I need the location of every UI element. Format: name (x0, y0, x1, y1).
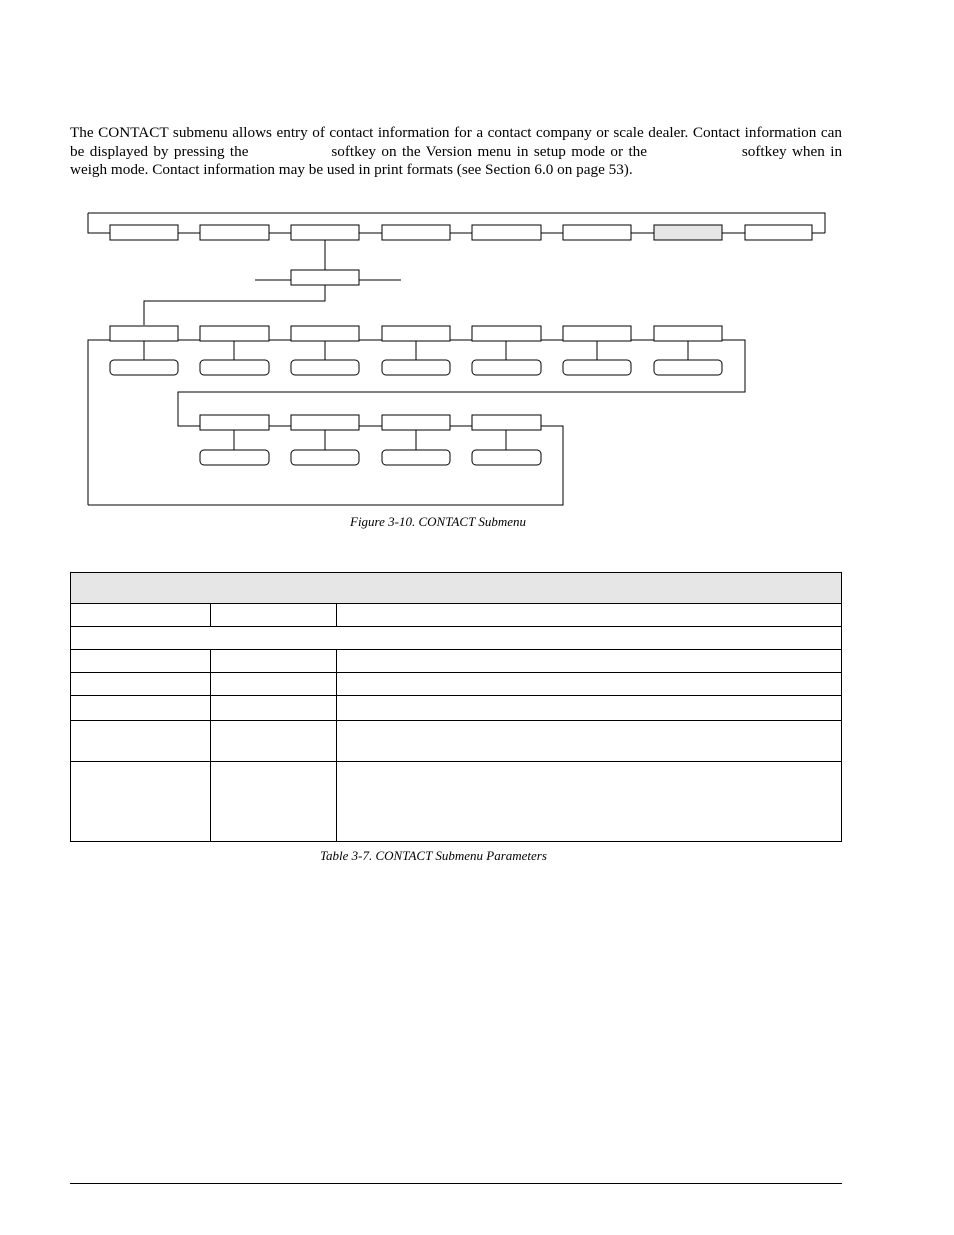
section-cell (71, 627, 842, 650)
contact-submenu-diagram (0, 0, 954, 540)
top-menu-box-highlighted (654, 225, 722, 240)
table-row (71, 673, 842, 696)
top-menu-box-2 (200, 225, 269, 240)
header-cell (211, 604, 337, 627)
table-title-cell (71, 573, 842, 604)
top-menu-box-4 (382, 225, 450, 240)
row3-params (200, 415, 541, 465)
table-row (71, 720, 842, 761)
top-menu-box-6 (563, 225, 631, 240)
intro-text-1: The CONTACT submenu allows entry of contact information for a contact company or scale dealer. Contact information can be displayed by pressing the (70, 124, 842, 160)
contact-node-box (291, 270, 359, 285)
figure-caption: Figure 3-10. CONTACT Submenu (350, 514, 526, 529)
table-caption: Table 3-7. CONTACT Submenu Parameters (320, 848, 547, 863)
top-menu-box-5 (472, 225, 541, 240)
intro-text-2: softkey on the Version menu in setup mode or the (331, 142, 648, 160)
intro-text-3: softkey when in weigh mode. Contact information may be used in print formats (see Section 6.0 on page 53). (70, 142, 843, 179)
header-cell (71, 604, 211, 627)
table-row (71, 696, 842, 720)
top-menu-box-8 (745, 225, 812, 240)
parameters-table (70, 572, 842, 842)
table-section-row (71, 627, 842, 650)
contact-connector (144, 240, 401, 325)
header-cell (337, 604, 842, 627)
row2-params (110, 326, 722, 375)
footer-rule (70, 1183, 842, 1184)
table-title-row (71, 573, 842, 604)
table-row (71, 761, 842, 841)
table-header-row (71, 604, 842, 627)
top-menu-box-contact (291, 225, 359, 240)
table-row (71, 650, 842, 673)
top-menu-box-1 (110, 225, 178, 240)
